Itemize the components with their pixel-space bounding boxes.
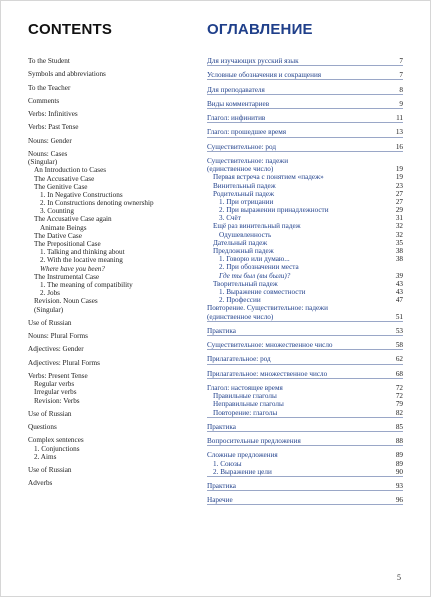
- page-ref: 89: [395, 459, 403, 468]
- toc-entry: Revision: Verbs: [34, 396, 80, 405]
- toc-entry: The Dative Case: [34, 231, 82, 240]
- toc-entry: Regular verbs: [34, 380, 75, 389]
- toc-entry: 2. При выражении принадлежности 29: [219, 206, 403, 215]
- toc-entry: Nouns: Cases: [28, 149, 68, 158]
- page-ref: 72: [395, 383, 403, 392]
- toc-entry: 2. Профессии 47: [219, 296, 403, 305]
- toc-entry: Наречие 96: [207, 496, 403, 505]
- toc-entry: The Accusative Case again: [34, 215, 112, 224]
- toc-entry: The Genitive Case: [34, 182, 88, 191]
- toc-entry: 1. При отрицании 27: [219, 197, 403, 206]
- toc-entry: The Prepositional Case: [34, 240, 101, 249]
- toc-entry: (единственное число) 51: [207, 312, 403, 321]
- toc-entry: Для преподавателя 8: [207, 85, 403, 94]
- toc-entry: Первая встреча с понятием «падеж» 19: [213, 173, 403, 182]
- toc-entry: Use of Russian: [28, 466, 72, 474]
- page-ref: 7: [399, 57, 403, 65]
- toc-entry: 1. Выражение совместности 43: [219, 287, 403, 296]
- page-ref: 11: [396, 114, 403, 123]
- toc-entry: An Introduction to Cases: [34, 166, 107, 175]
- toc-entry: Дательный падеж 35: [213, 238, 403, 247]
- toc-entry: Symbols and abbreviations: [28, 70, 106, 79]
- toc-entry: 1. Talking and thinking about: [40, 248, 125, 257]
- toc-entry: Где ты был (вы были)? 39: [219, 271, 403, 280]
- toc-entry: 1. In Negative Constructions: [40, 190, 123, 199]
- page-ref: 8: [399, 85, 403, 94]
- page-ref: 72: [395, 392, 403, 401]
- contents-heading-russian: ОГЛАВЛЕНИЕ: [207, 21, 313, 38]
- page-ref: 53: [395, 326, 403, 335]
- page-ref: 96: [395, 496, 403, 505]
- toc-entry: Сложные предложения 89: [207, 451, 403, 460]
- toc-entry: 1. Союзы 89: [213, 459, 403, 468]
- toc-entry: Comments: [28, 96, 60, 105]
- toc-entry: Винительный падеж 23: [213, 181, 403, 190]
- toc-entry: Verbs: Infinitives: [28, 110, 78, 119]
- toc-entry: 2. При обозначении места: [219, 263, 299, 272]
- page-ref: 88: [395, 437, 403, 446]
- russian-contents-column: [207, 57, 403, 505]
- toc-entry: Глагол: инфинитив 11: [207, 114, 403, 123]
- toc-entry: To the Student: [28, 57, 70, 65]
- toc-entry: (единственное число) 19: [207, 165, 403, 174]
- toc-entry: 2. Aims: [34, 452, 57, 461]
- toc-entry: Одушевленность 32: [219, 230, 403, 239]
- toc-entry: Глагол: настоящее время 72: [207, 383, 403, 392]
- toc-entry: Повторение. Существительное: падежи: [207, 304, 328, 313]
- toc-entry: Verbs: Past Tense: [28, 123, 79, 132]
- page-ref: 23: [395, 181, 403, 190]
- page-ref: 7: [399, 71, 403, 80]
- toc-entry: Adjectives: Gender: [28, 345, 84, 354]
- page-ref: 32: [395, 230, 403, 239]
- toc-entry: Вопросительные предложения 88: [207, 437, 403, 446]
- toc-entry: 3. Счёт 31: [219, 214, 403, 223]
- page-ref: 58: [395, 341, 403, 350]
- toc-entry: Adjectives: Plural Forms: [28, 358, 100, 367]
- toc-entry: Irregular verbs: [34, 388, 77, 397]
- page-ref: 68: [395, 369, 403, 378]
- toc-entry: 1. Говорю или думаю... 38: [219, 255, 403, 264]
- toc-entry: Практика 53: [207, 326, 403, 335]
- toc-entry: 2. Jobs: [40, 289, 60, 298]
- page-ref: 13: [395, 128, 403, 137]
- toc-entry: 2. In Constructions denoting ownership: [40, 199, 154, 208]
- page-ref: 19: [395, 165, 403, 174]
- page-ref: 89: [395, 451, 403, 460]
- toc-entry: Практика 93: [207, 482, 403, 490]
- toc-entry: Условные обозначения и сокращения 7: [207, 71, 403, 80]
- toc-entry: Существительное: падежи: [207, 156, 289, 165]
- toc-entry: Ещё раз винительный падеж 32: [213, 222, 403, 231]
- toc-entry: 1. The meaning of compatibility: [40, 280, 133, 289]
- toc-entry: 2. With the locative meaning: [40, 256, 123, 265]
- page-ref: 19: [395, 173, 403, 182]
- page-ref: 31: [395, 214, 403, 223]
- toc-entry: Прилагательное: род 62: [207, 355, 403, 364]
- toc-entry: Use of Russian: [28, 318, 72, 327]
- page-ref: 90: [395, 467, 403, 476]
- page-ref: 27: [395, 197, 403, 206]
- page-ref: 43: [395, 279, 403, 288]
- page-ref: 38: [395, 255, 403, 264]
- toc-entry: Практика 85: [207, 422, 403, 431]
- english-contents-column: [28, 57, 198, 487]
- page-ref: 93: [395, 482, 403, 490]
- toc-entry: Verbs: Present Tense: [28, 371, 88, 380]
- toc-entry: Повторение: глаголы 82: [207, 409, 403, 418]
- toc-entry: Animate Beings: [40, 223, 87, 232]
- toc-entry: 2. Выражение цели 90: [207, 468, 403, 477]
- page-ref: 82: [395, 408, 403, 417]
- toc-entry: Правильные глаголы 72: [213, 392, 403, 401]
- toc-entry: Adverbs: [28, 479, 53, 488]
- toc-entry: (Singular): [28, 158, 58, 167]
- toc-entry: The Accusative Case: [34, 174, 95, 183]
- page-ref: 35: [395, 238, 403, 247]
- page-ref: 16: [395, 142, 403, 151]
- page-ref: 32: [395, 222, 403, 231]
- toc-entry: Глагол: прошедшее время 13: [207, 128, 403, 137]
- toc-entry: Revision. Noun Cases: [34, 297, 98, 306]
- toc-entry: (Singular): [34, 305, 64, 314]
- toc-entry: The Instrumental Case: [34, 272, 100, 281]
- toc-entry: Where have you been?: [40, 264, 105, 273]
- page-ref: 43: [395, 287, 403, 296]
- toc-entry: Родительный падеж 27: [213, 189, 403, 198]
- page-ref: 51: [395, 312, 403, 321]
- toc-entry: 3. Counting: [40, 207, 74, 216]
- toc-entry: Nouns: Plural Forms: [28, 332, 88, 341]
- page-ref: 85: [395, 422, 403, 431]
- toc-entry: Use of Russian: [28, 409, 72, 418]
- page-ref: 38: [395, 247, 403, 256]
- toc-entry: To the Teacher: [28, 83, 71, 92]
- toc-entry: Существительное: род 16: [207, 142, 403, 151]
- toc-entry: Виды комментариев 9: [207, 99, 403, 108]
- toc-entry: Неправильные глаголы 79: [213, 400, 403, 409]
- toc-entry: Существительное: множественное число 58: [207, 341, 403, 350]
- toc-entry: Прилагательное: множественное число 68: [207, 369, 403, 378]
- page-ref: 79: [395, 400, 403, 409]
- page-ref: 39: [395, 271, 403, 280]
- page-ref: 47: [395, 296, 403, 305]
- toc-entry: Complex sentences: [28, 436, 84, 445]
- page-ref: 27: [395, 189, 403, 198]
- page-ref: 29: [395, 206, 403, 215]
- toc-entry: Для изучающих русский язык 7: [207, 57, 403, 65]
- page-ref: 9: [399, 99, 403, 108]
- toc-entry: 1. Conjunctions: [34, 444, 80, 453]
- page-number: 5: [397, 573, 401, 582]
- toc-entry: Предложный падеж 38: [213, 247, 403, 256]
- contents-heading: CONTENTS: [28, 21, 113, 38]
- toc-entry: Творительный падеж 43: [213, 279, 403, 288]
- toc-entry: Questions: [28, 423, 57, 432]
- toc-entry: Nouns: Gender: [28, 136, 72, 145]
- page-ref: 62: [395, 355, 403, 364]
